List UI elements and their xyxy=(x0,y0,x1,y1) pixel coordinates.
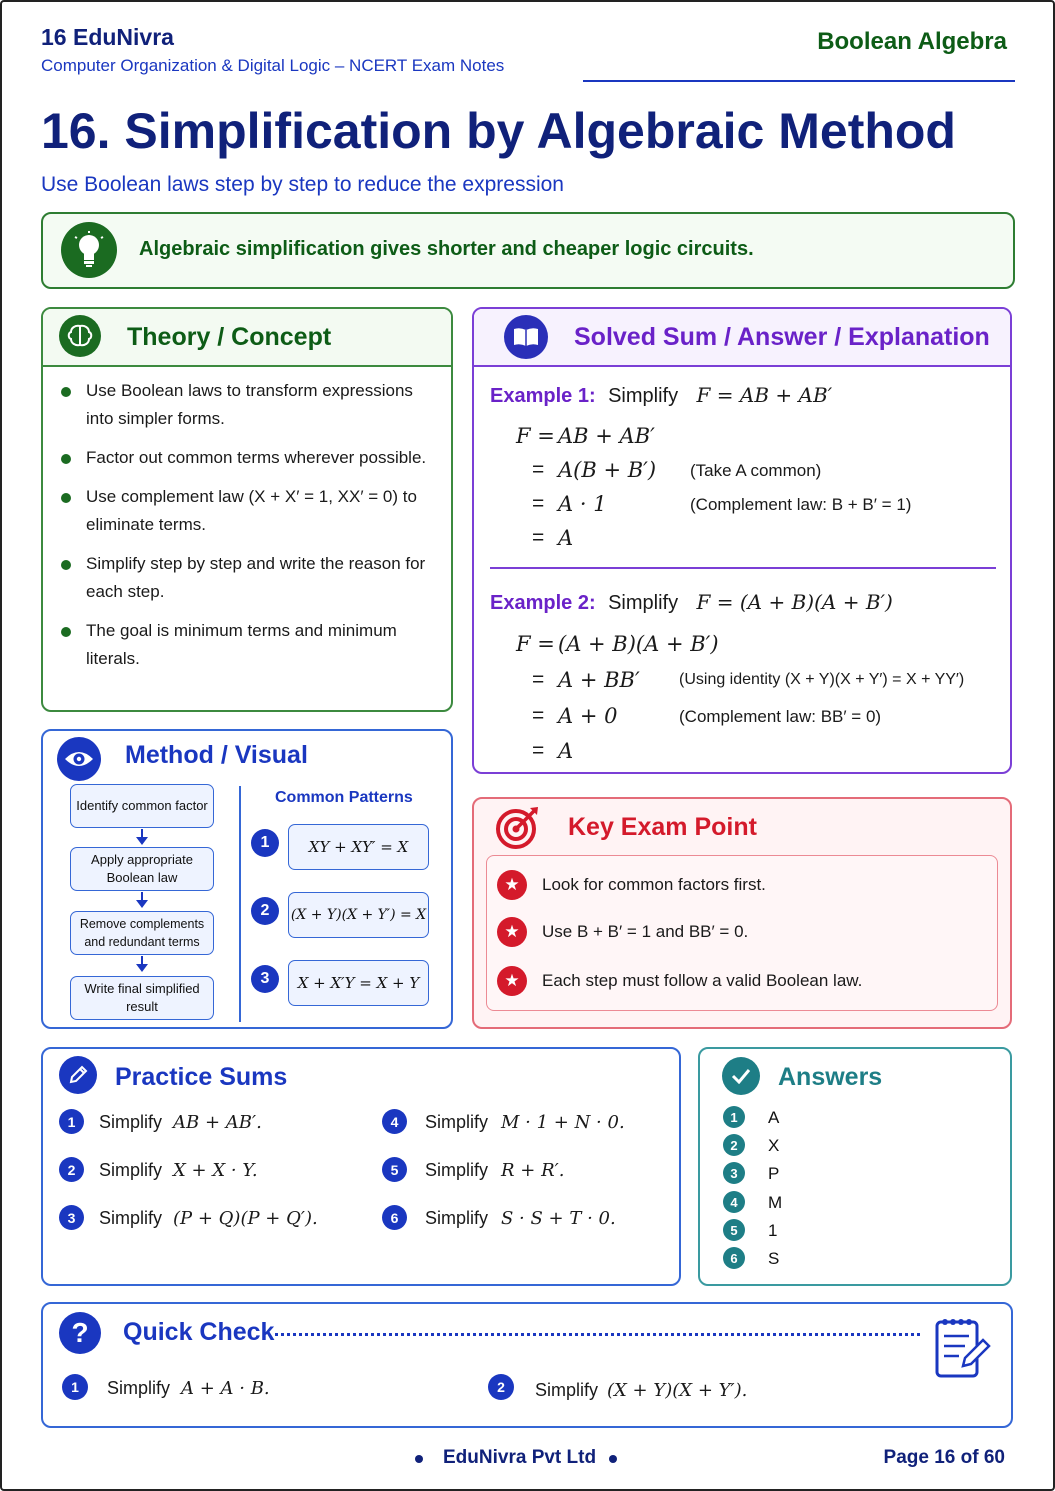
step-lhs: F = xyxy=(516,632,555,656)
bullet-dot xyxy=(61,387,71,397)
step-lhs: = xyxy=(532,739,545,762)
practice-expr: AB + AB′. xyxy=(173,1112,262,1133)
solved-header xyxy=(474,309,1010,367)
arrow-down-icon xyxy=(136,837,148,845)
number-badge: 2 xyxy=(723,1134,745,1156)
pattern-box: X + X′Y = X + Y xyxy=(288,960,429,1006)
topic-label: Boolean Algebra xyxy=(817,28,1007,55)
arrow-down-icon xyxy=(136,900,148,908)
theory-point: Use complement law (X + X′ = 1, XX′ = 0) to eliminate terms. xyxy=(86,487,417,534)
theory-heading: Theory / Concept xyxy=(127,323,332,351)
step-lhs: = xyxy=(532,704,545,727)
practice-expr: M · 1 + N · 0. xyxy=(501,1112,625,1133)
bullet-dot xyxy=(61,627,71,637)
number-badge: 6 xyxy=(382,1205,407,1230)
example-1-prompt: Simplify xyxy=(608,385,679,407)
flow-step: Apply appropriate Boolean law xyxy=(70,847,214,891)
answer-value: A xyxy=(768,1108,780,1127)
answer-value: M xyxy=(768,1193,783,1212)
theory-point: Factor out common terms wherever possible. xyxy=(86,448,427,467)
step-note: (Using identity (X + Y)(X + Y′) = X + YY′) xyxy=(679,671,965,688)
key-point: Look for common factors first. xyxy=(542,875,766,894)
quick-heading: Quick Check xyxy=(123,1318,275,1346)
pattern-box: XY + XY′ = X xyxy=(288,824,429,870)
method-divider xyxy=(239,786,241,1022)
book-icon xyxy=(504,315,548,359)
lightbulb-icon xyxy=(61,222,117,278)
arrow-down-icon xyxy=(136,964,148,972)
practice-expr: (P + Q)(P + Q′). xyxy=(173,1208,318,1229)
step-rhs: A + 0 xyxy=(558,704,618,728)
number-badge: 1 xyxy=(62,1374,88,1400)
key-point: Use B + B′ = 1 and BB′ = 0. xyxy=(542,922,749,941)
step-lhs: F = xyxy=(516,424,555,448)
clipboard-icon xyxy=(933,1314,991,1380)
number-badge: 2 xyxy=(59,1157,84,1182)
solved-heading: Solved Sum / Answer / Explanation xyxy=(574,323,990,351)
quick-word: Simplify xyxy=(535,1380,599,1400)
quick-check-card xyxy=(41,1302,1013,1428)
number-badge: 1 xyxy=(723,1106,745,1128)
checkmark-icon xyxy=(722,1057,760,1095)
theory-point: Simplify step by step and write the reason for each step. xyxy=(86,554,426,601)
method-heading: Method / Visual xyxy=(125,741,308,769)
key-point: Each step must follow a valid Boolean law. xyxy=(542,971,863,990)
quick-expr: (X + Y)(X + Y′). xyxy=(607,1380,748,1401)
step-note: (Complement law: B + B′ = 1) xyxy=(690,495,912,514)
step-rhs: AB + AB′ xyxy=(558,424,655,448)
practice-word: Simplify xyxy=(99,1160,163,1180)
practice-word: Simplify xyxy=(425,1208,489,1228)
example-2-expr: F = (A + B)(A + B′) xyxy=(696,590,893,614)
star-icon: ★ xyxy=(497,966,527,996)
pattern-number: 3 xyxy=(251,965,279,993)
patterns-heading: Common Patterns xyxy=(275,789,413,806)
step-note: (Complement law: BB′ = 0) xyxy=(679,707,882,726)
key-points-box xyxy=(486,855,998,1011)
practice-word: Simplify xyxy=(425,1112,489,1132)
step-rhs: A · 1 xyxy=(558,492,607,516)
solved-card xyxy=(472,307,1012,774)
number-badge: 4 xyxy=(723,1191,745,1213)
practice-word: Simplify xyxy=(99,1208,163,1228)
star-icon: ★ xyxy=(497,917,527,947)
theory-header xyxy=(43,309,451,367)
theory-card xyxy=(41,307,453,712)
tip-text: Algebraic simplification gives shorter and cheaper logic circuits. xyxy=(139,238,754,260)
bullet-dot xyxy=(61,560,71,570)
practice-expr: R + R′. xyxy=(501,1160,565,1181)
number-badge: 5 xyxy=(723,1219,745,1241)
pattern-number: 1 xyxy=(251,829,279,857)
theory-point: Use Boolean laws to transform expressions into simpler forms. xyxy=(86,381,413,428)
practice-heading: Practice Sums xyxy=(115,1063,288,1091)
step-rhs: A(B + B′) xyxy=(558,458,657,482)
number-badge: 2 xyxy=(488,1374,514,1400)
page-number: Page 16 of 60 xyxy=(883,1447,1005,1468)
step-rhs: (A + B)(A + B′) xyxy=(558,632,719,656)
dotted-divider xyxy=(275,1333,920,1336)
quick-word: Simplify xyxy=(107,1378,171,1398)
example-2-header xyxy=(490,590,893,615)
page-subtitle: Use Boolean laws step by step to reduce the expression xyxy=(41,173,564,196)
step-rhs: A xyxy=(558,739,574,763)
step-rhs: A + BB′ xyxy=(558,668,640,692)
example-1-expr: F = AB + AB′ xyxy=(696,383,833,407)
theory-point: The goal is minimum terms and minimum literals. xyxy=(86,621,397,668)
header-divider xyxy=(583,80,1015,82)
number-badge: 4 xyxy=(382,1109,407,1134)
answer-value: P xyxy=(768,1164,780,1183)
key-exam-card xyxy=(472,797,1012,1029)
pencil-icon xyxy=(59,1056,97,1094)
quick-expr: A + A · B. xyxy=(181,1378,270,1399)
practice-expr: S · S + T · 0. xyxy=(501,1208,616,1229)
eye-icon xyxy=(57,737,101,781)
number-badge: 6 xyxy=(723,1247,745,1269)
example-1-label: Example 1: xyxy=(490,385,596,407)
step-rhs: A xyxy=(558,526,574,550)
target-icon xyxy=(494,805,542,849)
answers-card xyxy=(698,1047,1012,1286)
brain-icon xyxy=(59,315,101,357)
flow-step: Write final simplified result xyxy=(70,976,214,1020)
step-lhs: = xyxy=(532,668,545,691)
footer-brand: EduNivra Pvt Ltd xyxy=(443,1447,597,1468)
pattern-box: (X + Y)(X + Y′) = X xyxy=(288,892,429,938)
key-heading: Key Exam Point xyxy=(568,813,757,841)
number-badge: 3 xyxy=(59,1205,84,1230)
chapter-brand: 16 EduNivra xyxy=(41,24,174,50)
flow-step: Remove complements and redundant terms xyxy=(70,911,214,955)
practice-card xyxy=(41,1047,681,1286)
tip-banner xyxy=(41,212,1015,289)
page-title: 16. Simplification by Algebraic Method xyxy=(41,103,956,159)
course-name: Computer Organization & Digital Logic – NCERT Exam Notes xyxy=(41,56,505,75)
example-2-prompt: Simplify xyxy=(608,592,679,614)
example-1-header xyxy=(490,383,832,408)
practice-word: Simplify xyxy=(425,1160,489,1180)
practice-expr: X + X · Y. xyxy=(173,1160,258,1181)
star-icon: ★ xyxy=(497,870,527,900)
footer-dot xyxy=(609,1455,617,1463)
answer-value: S xyxy=(768,1249,780,1268)
bullet-dot xyxy=(61,454,71,464)
number-badge: 5 xyxy=(382,1157,407,1182)
practice-word: Simplify xyxy=(99,1112,163,1132)
flow-step: Identify common factor xyxy=(70,784,214,828)
step-lhs: = xyxy=(532,458,545,481)
bullet-dot xyxy=(61,493,71,503)
question-icon: ? xyxy=(59,1312,101,1354)
method-card xyxy=(41,729,453,1029)
pattern-number: 2 xyxy=(251,897,279,925)
example-2-label: Example 2: xyxy=(490,592,596,614)
example-divider xyxy=(490,567,996,569)
footer-dot xyxy=(415,1455,423,1463)
answer-value: X xyxy=(768,1136,780,1155)
step-lhs: = xyxy=(532,526,545,549)
answers-heading: Answers xyxy=(778,1063,883,1091)
step-note: (Take A common) xyxy=(690,461,822,480)
step-lhs: = xyxy=(532,492,545,515)
number-badge: 3 xyxy=(723,1162,745,1184)
number-badge: 1 xyxy=(59,1109,84,1134)
answer-value: 1 xyxy=(768,1221,778,1240)
